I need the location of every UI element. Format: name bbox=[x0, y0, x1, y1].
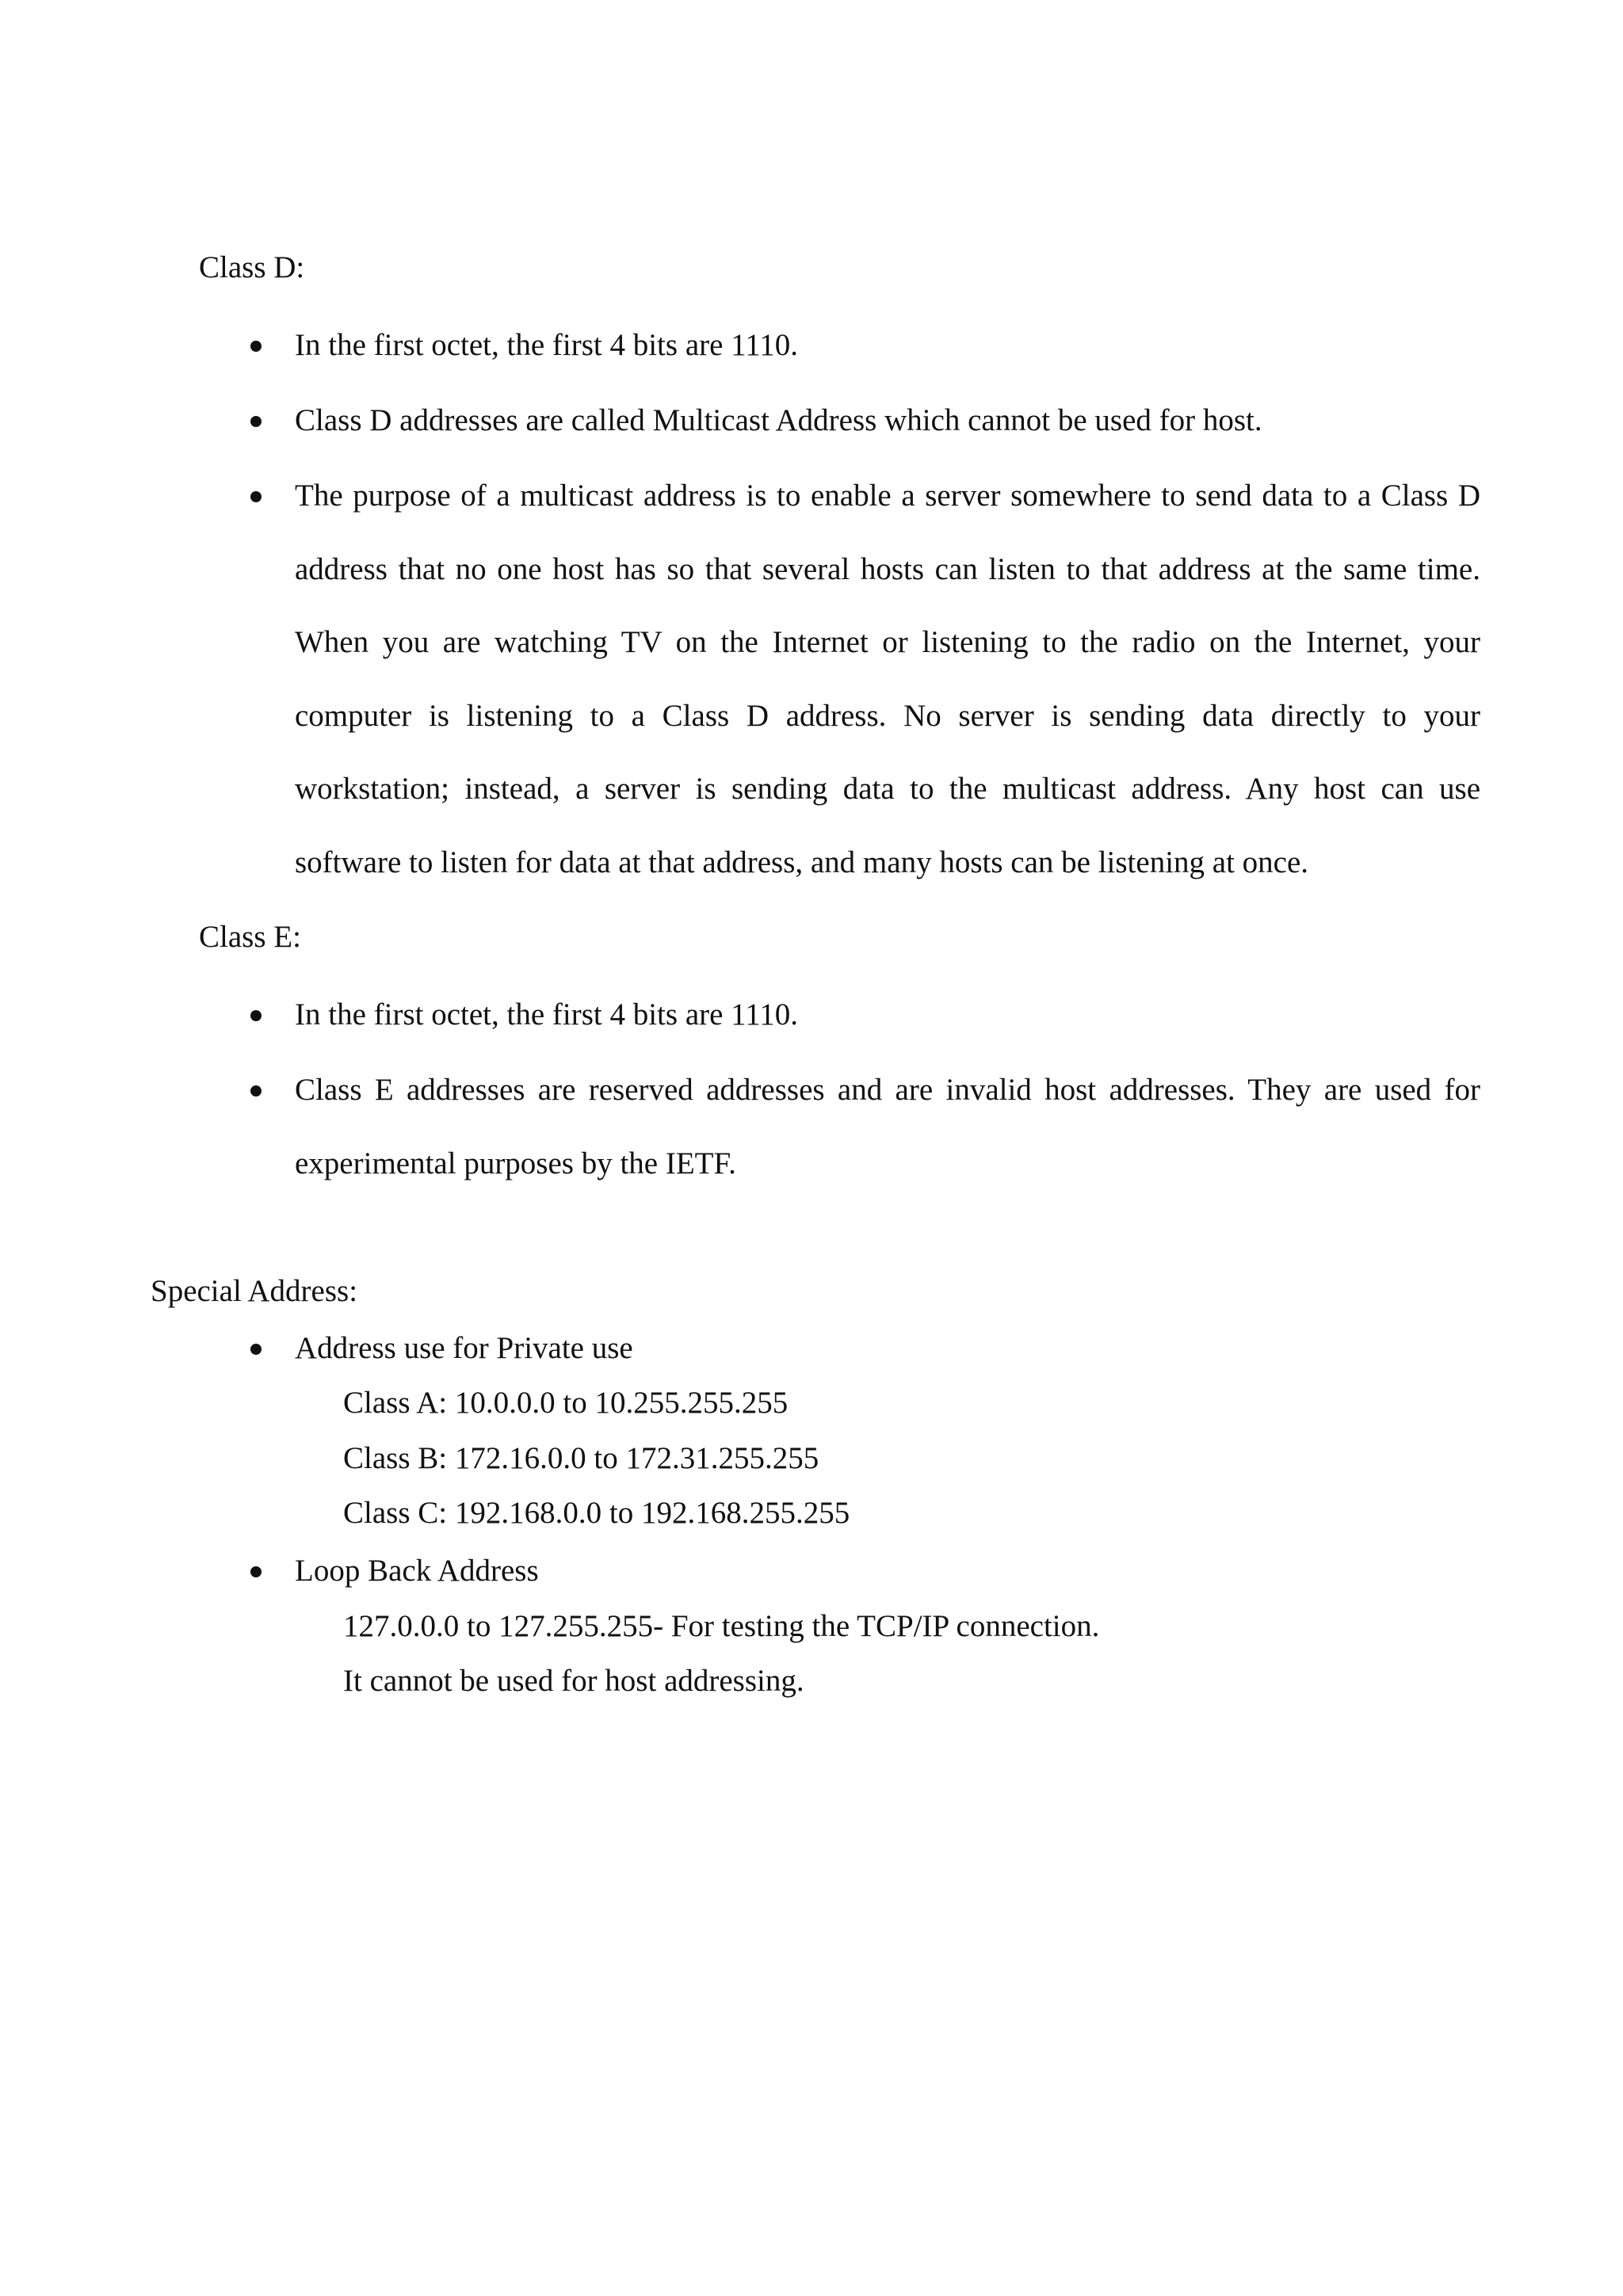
private-range-class-c: Class C: 192.168.0.0 to 192.168.255.255 bbox=[343, 1496, 850, 1530]
class-e-heading: Class E: bbox=[199, 920, 301, 954]
bullet-icon bbox=[250, 1010, 262, 1021]
loopback-label: Loop Back Address bbox=[295, 1554, 539, 1588]
bullet-icon bbox=[250, 1085, 262, 1097]
private-use-label: Address use for Private use bbox=[295, 1331, 633, 1365]
bullet-icon bbox=[250, 1344, 262, 1355]
bullet-icon bbox=[250, 1566, 262, 1577]
special-address-heading: Special Address: bbox=[151, 1274, 358, 1308]
class-d-heading: Class D: bbox=[199, 250, 305, 284]
class-e-bullet-1: In the first octet, the first 4 bits are 1110. bbox=[295, 997, 799, 1032]
bullet-icon bbox=[250, 416, 262, 427]
private-range-class-a: Class A: 10.0.0.0 to 10.255.255.255 bbox=[343, 1386, 789, 1420]
class-e-bullet-2: Class E addresses are reserved addresses and are invalid host addresses. They are used for experimental purposes by the IETF. bbox=[295, 1073, 1480, 1180]
loopback-line-1: 127.0.0.0 to 127.255.255- For testing the TCP/IP connection. bbox=[343, 1609, 1100, 1643]
loopback-line-2: It cannot be used for host addressing. bbox=[343, 1664, 804, 1698]
class-d-bullet-2: Class D addresses are called Multicast Address which cannot be used for host. bbox=[295, 403, 1262, 437]
bullet-icon bbox=[250, 491, 262, 502]
class-d-bullet-3: The purpose of a multicast address is to enable a server somewhere to send data to a Class D address that no one host has so that several hosts can listen to that address at the same time. When you are watching TV on the Internet or listening to the radio on the Internet, your computer is listening to a Class D address. No server is sending data directly to your workstation; instead, a server is sending data to the multicast address. Any host can use software to listen for data at that address, and many hosts can be listening at once. bbox=[295, 479, 1480, 879]
private-range-class-b: Class B: 172.16.0.0 to 172.31.255.255 bbox=[343, 1441, 819, 1475]
bullet-icon bbox=[250, 341, 262, 352]
class-d-bullet-1: In the first octet, the first 4 bits are 1110. bbox=[295, 328, 799, 362]
